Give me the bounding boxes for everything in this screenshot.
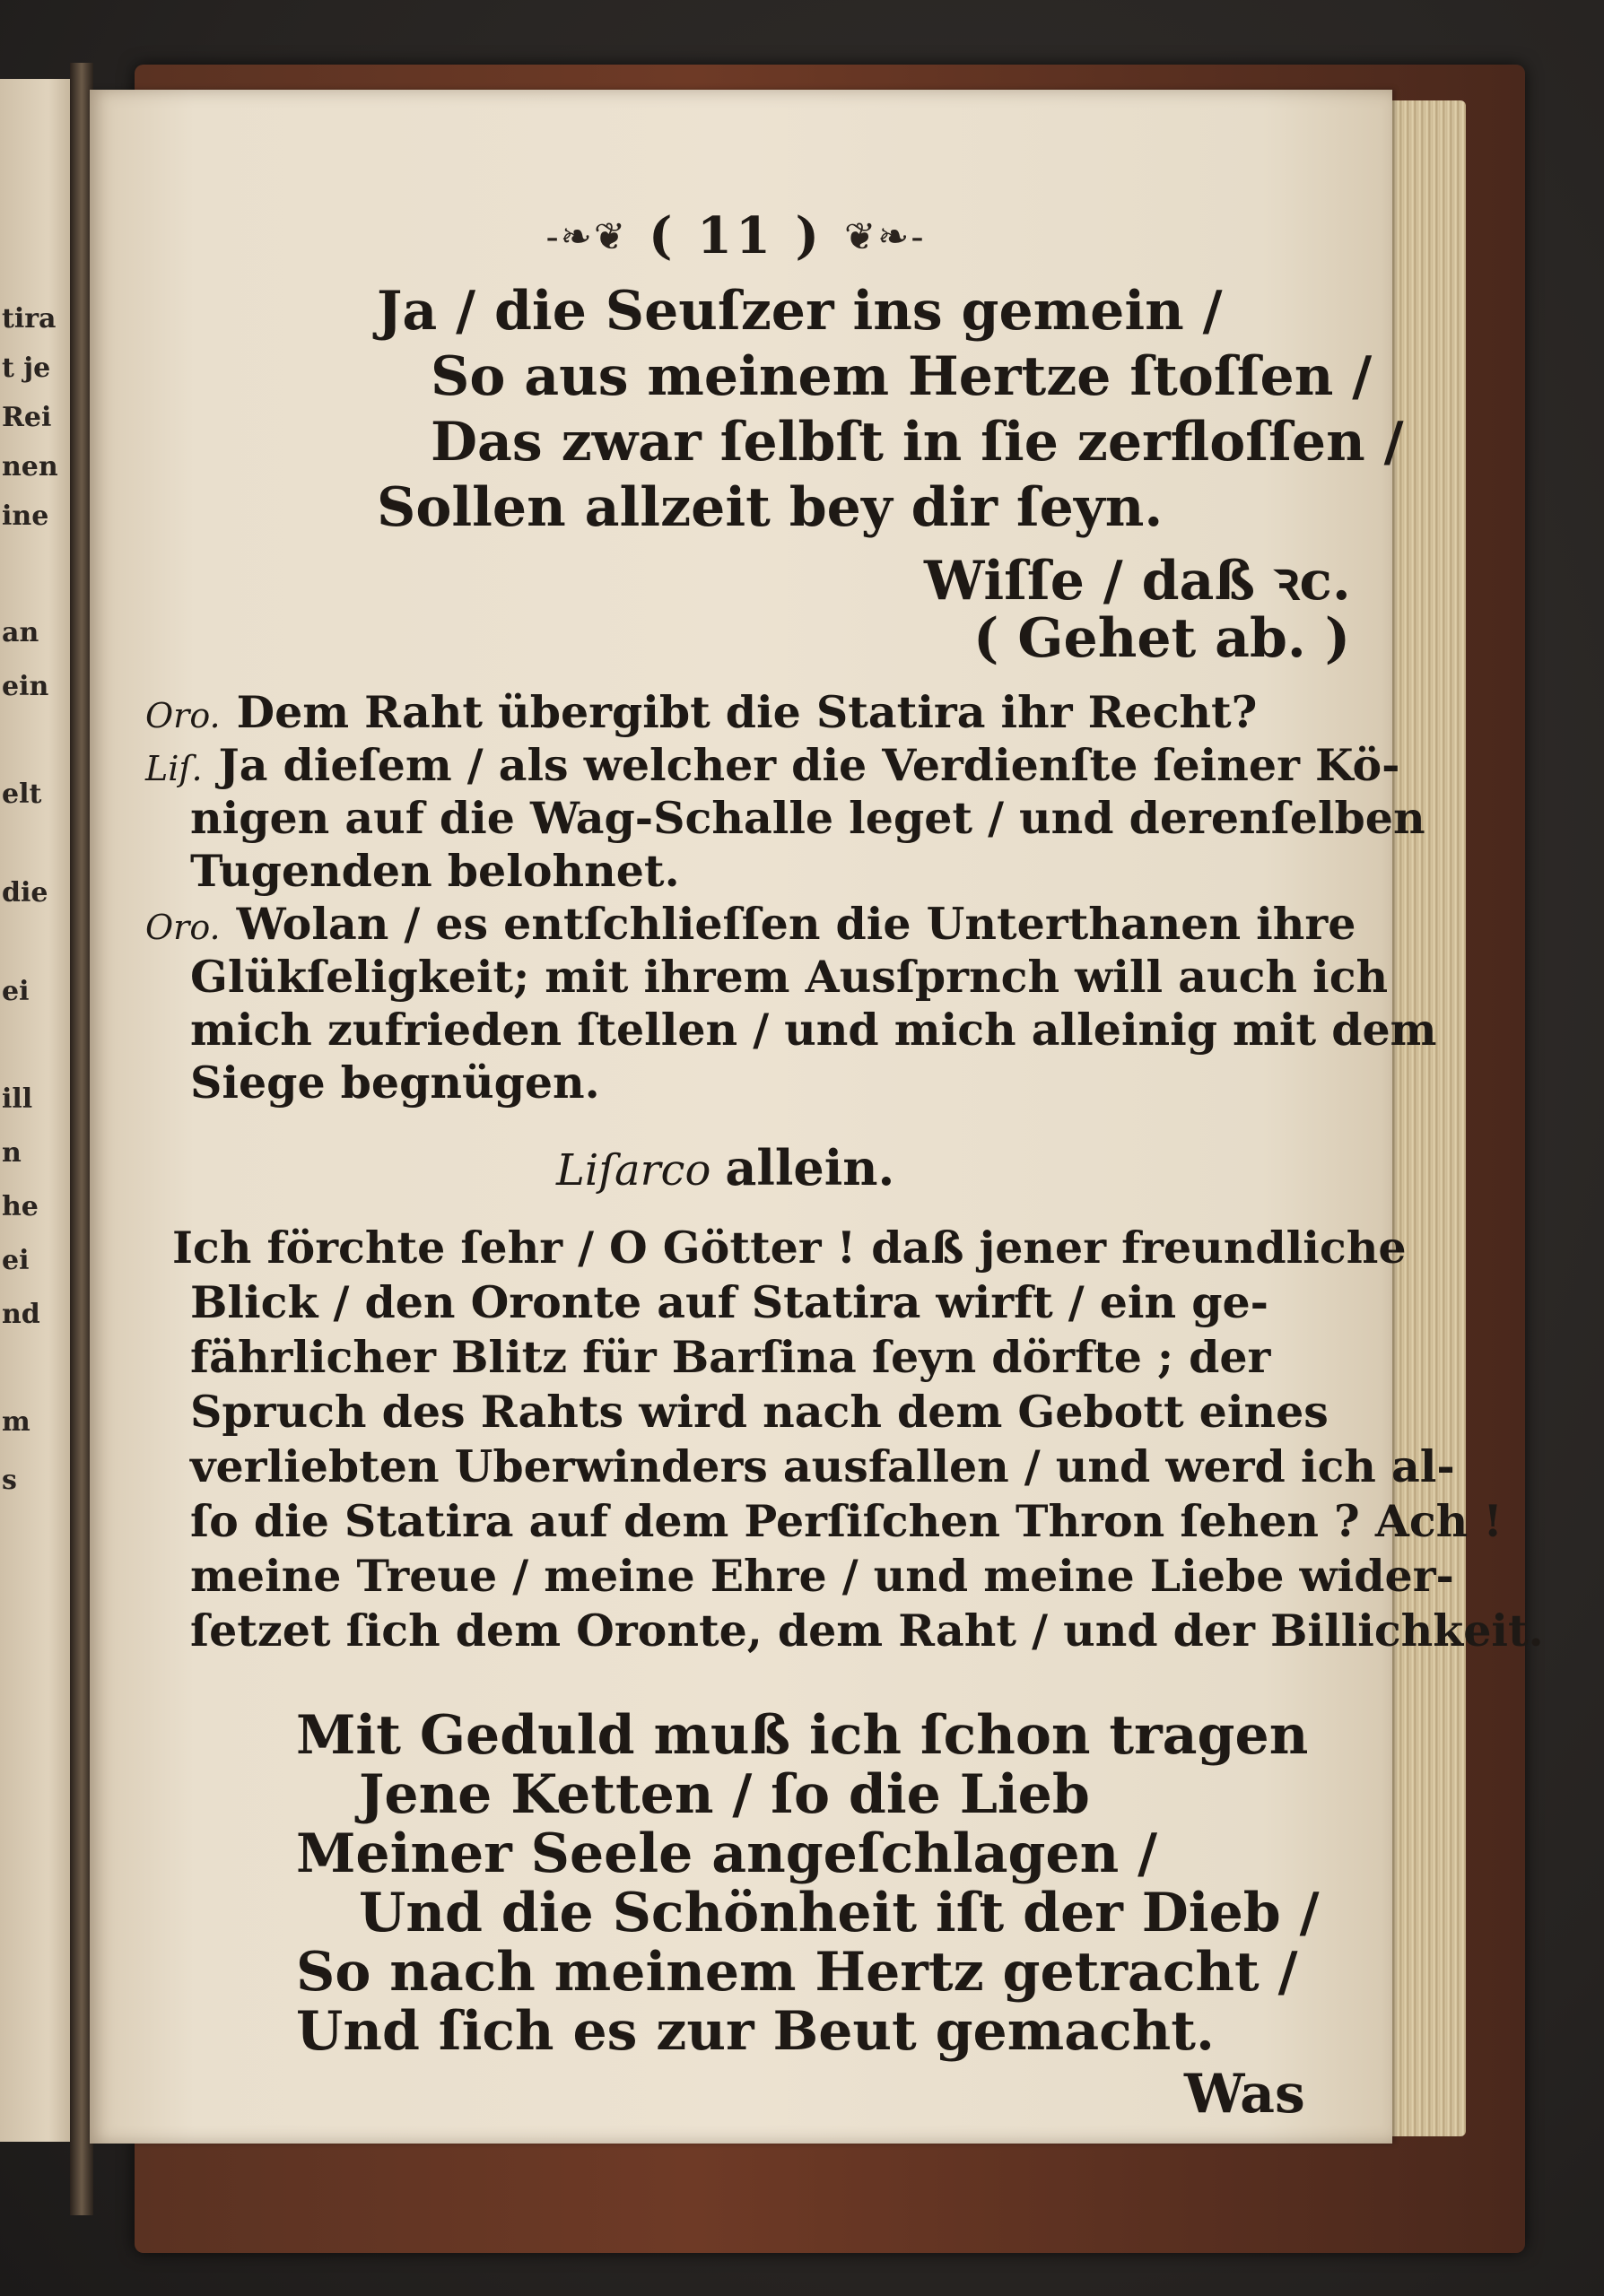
previous-page-fragment: n: [2, 1137, 22, 1169]
stage-direction: ( Gehet ab. ): [973, 607, 1351, 670]
dialogue-line: mich zufrieden ſtellen / und mich alleinig mit dem: [190, 1004, 1437, 1056]
previous-page-fragment: elt: [2, 778, 42, 810]
verse-line: So aus meinem Hertze ſtoſſen /: [431, 345, 1373, 408]
refrain-line: Wiſſe / daß ꝛc.: [924, 550, 1351, 613]
dialogue-line: [145, 739, 1400, 791]
monologue-line: verliebten Uberwinders ausfallen / und werd ich al-: [190, 1440, 1455, 1492]
scene-title: [556, 1139, 894, 1196]
previous-page-fragment: s: [2, 1465, 17, 1496]
ornament-right-icon: ❦❧-: [843, 213, 926, 258]
monologue-line: meine Treue / meine Ehre / und meine Liebe wider-: [190, 1550, 1454, 1602]
monologue-line: Spruch des Rahts wird nach dem Gebott eines: [190, 1386, 1329, 1438]
page-header: [484, 196, 987, 276]
previous-page-fragment: m: [2, 1406, 31, 1438]
dialogue-line: [145, 898, 1356, 950]
page-number: ( 11 ): [649, 206, 823, 265]
speaker-label: Oro.: [145, 696, 221, 735]
verse-line: Und ſich es zur Beut gemacht.: [296, 2000, 1215, 2063]
ornament-left-icon: -❧❦: [545, 213, 628, 258]
page-block-edge: [1389, 100, 1466, 2136]
verse-line: Jene Ketten / ſo die Lieb: [359, 1763, 1090, 1826]
verse-line: Sollen allzeit bey dir ſeyn.: [377, 476, 1164, 539]
verse-line: Meiner Seele angeſchlagen /: [296, 1822, 1158, 1885]
speaker-label: Oro.: [145, 908, 221, 947]
previous-page-fragment: tira: [2, 303, 57, 335]
previous-page-fragment: ill: [2, 1083, 33, 1115]
scene-title-rest: allein.: [725, 1139, 895, 1196]
monologue-line: Blick / den Oronte auf Statira wirft / ein ge-: [190, 1276, 1268, 1328]
dialogue-line: Siege begnügen.: [190, 1057, 600, 1109]
dialogue-text: Wolan / es entſchlieſſen die Unterthanen ihre: [236, 898, 1356, 950]
monologue-line: fährlicher Blitz für Barſina ſeyn dörfte ; der: [190, 1331, 1271, 1383]
dialogue-text: Dem Raht übergibt die Statira ihr Recht?: [236, 686, 1258, 738]
previous-page-fragment: t je: [2, 352, 51, 384]
verse-line: Mit Geduld muß ich ſchon tragen: [296, 1704, 1309, 1767]
monologue-line: ſetzet ſich dem Oronte, dem Raht / und der Billichkeit.: [190, 1605, 1544, 1657]
previous-page-fragment: ein: [2, 671, 49, 702]
dialogue-line: [145, 686, 1257, 738]
previous-page-fragment: he: [2, 1191, 39, 1222]
previous-page-fragment: die: [2, 877, 48, 909]
scene-character-name: Liſarco: [556, 1145, 711, 1196]
verse-line: Und die Schönheit iſt der Dieb /: [359, 1882, 1320, 1944]
dialogue-line: Tugenden belohnet.: [190, 845, 680, 897]
previous-page-fragment: ei: [2, 1245, 30, 1276]
catchword: Was: [1184, 2063, 1305, 2126]
dialogue-line: nigen auf die Wag-Schalle leget / und derenſelben: [190, 792, 1425, 844]
previous-page-fragment: Rei: [2, 402, 52, 433]
previous-page-fragment: ine: [2, 500, 49, 532]
book-page: [90, 90, 1544, 2144]
speaker-label: Liſ.: [145, 749, 203, 788]
previous-page-edge: [0, 79, 81, 2142]
monologue-line: ſo die Statira auf dem Perſiſchen Thron ſehen ? Ach !: [190, 1495, 1503, 1547]
previous-page-fragment: ei: [2, 976, 30, 1007]
monologue-line: Ich förchte ſehr / O Götter ! daß jener freundliche: [172, 1222, 1407, 1274]
previous-page-fragment: nd: [2, 1299, 40, 1330]
verse-line: So nach meinem Hertz getracht /: [296, 1941, 1298, 2004]
previous-page-fragment: nen: [2, 451, 58, 483]
previous-page-fragment: an: [2, 617, 39, 648]
dialogue-line: Glükſeligkeit; mit ihrem Ausſprnch will auch ich: [190, 951, 1389, 1003]
verse-line: Ja / die Seuſzer ins gemein /: [377, 280, 1223, 343]
dialogue-text: Ja dieſem / als welcher die Verdienſte ſeiner Kö-: [218, 739, 1400, 791]
verse-line: Das zwar ſelbſt in ſie zerfloſſen /: [431, 411, 1404, 474]
